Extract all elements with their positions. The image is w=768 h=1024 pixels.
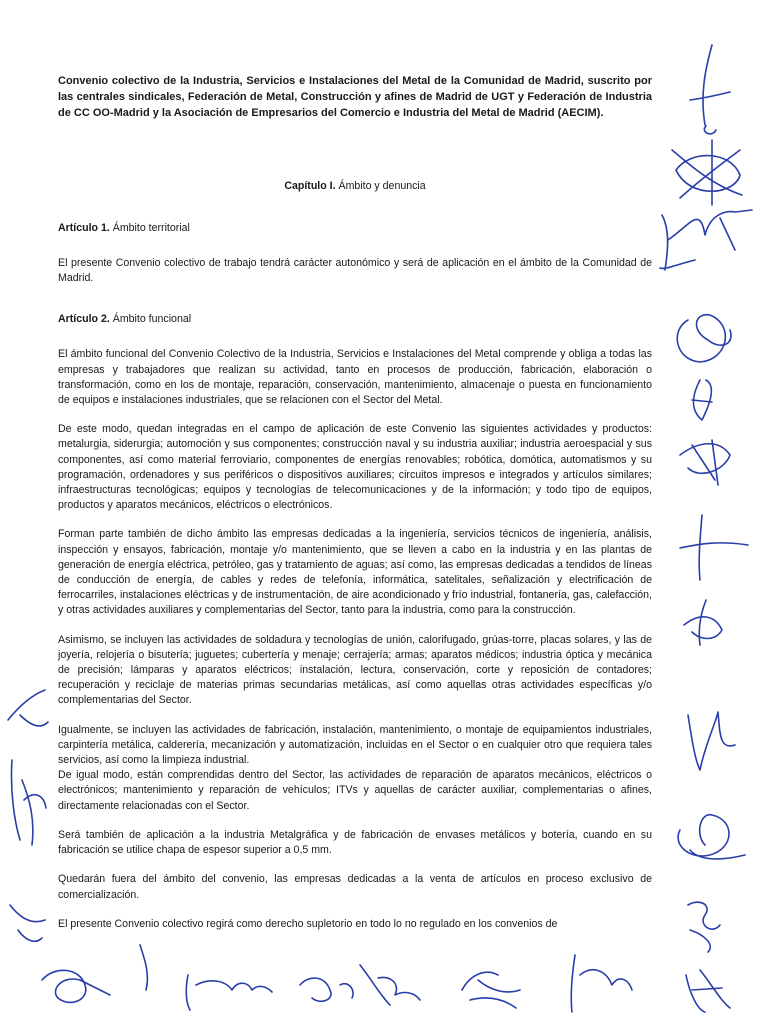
article-2-paragraph: El presente Convenio colectivo regirá como derecho supletorio en todo lo no regulado en los convenios de (58, 917, 558, 930)
signature-bottom-2 (186, 975, 272, 1010)
document-title: Convenio colectivo de la Industria, Servicios e Instalaciones del Metal de la Comunidad de Madrid, suscrito por las centrales sindicales, Federación de Metal, Construcción y afines de Madrid de UGT y Federación de Industria de CC OO-Madrid y la Asociación de Empresarios del Comercio e Industria del Metal de Madrid (AECIM). (58, 75, 652, 119)
article-2-heading (58, 312, 652, 327)
signature-bottom-3 (300, 978, 353, 1001)
chapter-label: Capítulo I. (284, 180, 336, 193)
chapter-title: Ámbito y denuncia (338, 180, 426, 193)
signature-right-1 (690, 45, 730, 134)
signature-left-1 (8, 690, 48, 726)
article-2-paragraph: Será también de aplicación a la industria Metalgráfica y de fabricación de envases metálicos y botería, cuando en su fabricación se utilice chapa de espesor superior a 0,5 mm. (58, 828, 652, 857)
article-2-paragraph: De igual modo, están comprendidas dentro del Sector, las actividades de reparación de aparatos mecánicos, eléctricos o electrónicos; mantenimiento y reparación de vehículos; ITVs y aquellas de carácter auxiliar, complementarias o afines, directamente relacionadas con el Sector. (58, 769, 652, 812)
signature-right-10 (678, 815, 745, 859)
signature-right-5 (692, 380, 712, 420)
signature-bottom-4 (360, 965, 420, 1005)
article-2-paragraph: Igualmente, se incluyen las actividades de fabricación, instalación, mantenimiento, o montaje de equipamientos industriales, carpintería metálica, calderería, mecanización y automatización, incluidas en el Sector o en cualquier otro que requiera tales servicios, así como la limpieza industrial. (58, 723, 652, 767)
signature-bottom-7 (140, 945, 147, 990)
article-2-label: Artículo 2. (58, 313, 110, 326)
article-1-paragraph: El presente Convenio colectivo de trabajo tendrá carácter autonómico y será de aplicación en el ámbito de la Comunidad de Madrid. (58, 256, 652, 284)
signature-left-2 (11, 760, 46, 845)
article-2-paragraph: Quedarán fuera del ámbito del convenio, las empresas dedicadas a la venta de artículos en proceso exclusivo de comercialización. (58, 873, 652, 901)
signature-left-3 (10, 905, 45, 941)
signature-right-7 (680, 515, 748, 580)
document-body (58, 74, 652, 932)
signature-right-3 (660, 210, 752, 270)
article-2-title: Ámbito funcional (112, 313, 192, 326)
signature-right-2 (672, 140, 742, 205)
article-2-paragraph: Forman parte también de dicho ámbito las empresas dedicadas a la ingeniería, servicios técnicos de ingeniería, análisis, inspección y ensayos, fabricación, montaje y/o mantenimiento, que se lleven a cabo en la industria y en las plantas de generación de energía eléctrica, petróleo, gas y tratamiento de aguas; así como, las empresas dedicadas a tendidos de líneas de conducción de energía, de cables y redes de telefonía, informática, satelitales, señalización y electrificación de ferrocarriles, instalaciones eléctricas y de instrumentación, de aire acondicionado y frío industrial, fontanería, gas, calefacción, y otras actividades auxiliares y complementarias del Sector, tanto para la industria, como para la construcción. (58, 528, 652, 617)
signature-right-8 (684, 600, 722, 645)
signature-right-11 (688, 902, 720, 952)
signature-bottom-6 (571, 955, 632, 1012)
article-2-paragraph: El ámbito funcional del Convenio Colectivo de la Industria, Servicios e Instalaciones del Metal comprende y obliga a todas las empresas y trabajadores que realizan su actividad, tanto en procesos de producción, fabricación, elaboración o transformación, como en los de montaje, reparación, conservación, mantenimiento, almacenaje o puesta en funcionamiento de equipos e instalaciones industriales, que se relacionen con el Sector del Metal. (58, 348, 652, 407)
article-1-label: Artículo 1. (58, 221, 110, 234)
signature-right-6 (680, 440, 730, 485)
article-2-paragraph: Asimismo, se incluyen las actividades de soldadura y tecnologías de unión, calorifugado, grúas-torre, placas solares, y las de joyería, relojería o bisutería; juguetes; cubertería y menaje; cerrajería; armas; aparatos médicos; industria óptica y mecánica de precisión; lámparas y aparatos eléctricos; instalación, lectura, conservación, corte y reposición de contadores; recuperación y reciclaje de materias primas secundarias metálicas, así como aquellas otras actividades específicas y/o complementarias del Sector. (58, 633, 652, 707)
article-2-paragraph: De este modo, quedan integradas en el campo de aplicación de este Convenio las siguientes actividades y productos: metalurgia, siderurgia; automoción y sus componentes; construcción naval y su industria auxiliar; industria aeroespacial y sus componentes, así como material ferroviario, componentes de energías renovables; robótica, domótica, automatismos y su programación, ordenadores y sus periféricos o dispositivos auxiliares; circuitos impresos e integrados y artículos similares; infraestructuras tecnológicas; equipos y tecnologías de telecomunicaciones y de la información; y todo tipo de equipos, productos y aparatos mecánicos, eléctricos o electrónicos. (58, 423, 652, 512)
chapter-heading (58, 179, 652, 194)
signature-right-9 (688, 712, 735, 770)
article-1-heading (58, 221, 652, 236)
signature-right-12 (686, 970, 730, 1012)
signature-bottom-5 (462, 972, 520, 1008)
signature-bottom-1 (42, 970, 110, 1002)
article-1-title: Ámbito territorial (112, 221, 190, 234)
signature-right-4 (677, 315, 731, 362)
